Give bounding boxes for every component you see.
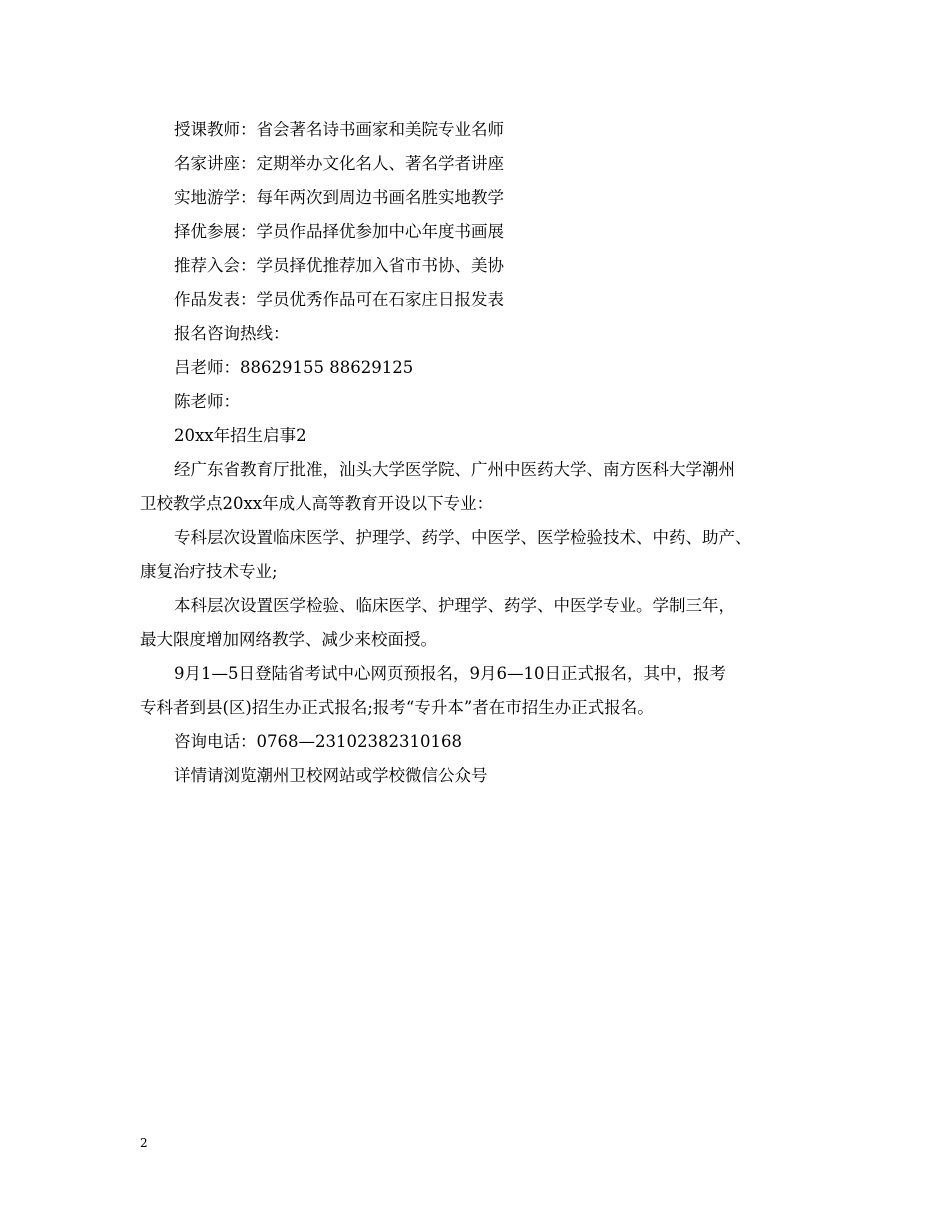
paragraph-line-continued: 康复治疗技术专业; [140,562,278,581]
paragraph-line: 本科层次设置医学检验、临床医学、护理学、药学、中医学专业。学制三年， [174,596,735,615]
document-body [140,113,840,793]
hotline-heading: 报名咨询热线： [174,324,290,343]
contact-chen: 陈老师： [174,392,240,411]
text-line: 授课教师：省会著名诗书画家和美院专业名师 [174,120,504,139]
paragraph-line: 经广东省教育厅批准，汕头大学医学院、广州中医药大学、南方医科大学潮州 [174,460,735,479]
contact-lv: 吕老师：88629155 88629125 [174,358,414,377]
page-number: 2 [140,1136,148,1150]
paragraph-line: 专科层次设置临床医学、护理学、药学、中医学、医学检验技术、中药、助产、 [174,528,752,547]
paragraph-line-continued: 卫校教学点20xx年成人高等教育开设以下专业： [140,494,494,513]
text-line: 实地游学：每年两次到周边书画名胜实地教学 [174,188,504,207]
section-title: 20xx年招生启事2 [174,426,307,445]
contact-phone: 咨询电话：0768—23102382310168 [174,732,462,751]
more-info: 详情请浏览潮州卫校网站或学校微信公众号 [174,766,488,785]
paragraph-line-continued: 最大限度增加网络教学、减少来校面授。 [140,630,437,649]
text-line: 择优参展：学员作品择优参加中心年度书画展 [174,222,504,241]
paragraph-line-continued: 专科者到县(区)招生办正式报名;报考“专升本”者在市招生办正式报名。 [140,698,654,717]
text-line: 作品发表：学员优秀作品可在石家庄日报发表 [174,290,504,309]
text-line: 名家讲座：定期举办文化名人、著名学者讲座 [174,154,504,173]
paragraph-line: 9月1—5日登陆省考试中心网页预报名，9月6—10日正式报名，其中，报考 [174,664,726,683]
text-line: 推荐入会：学员择优推荐加入省市书协、美协 [174,256,504,275]
